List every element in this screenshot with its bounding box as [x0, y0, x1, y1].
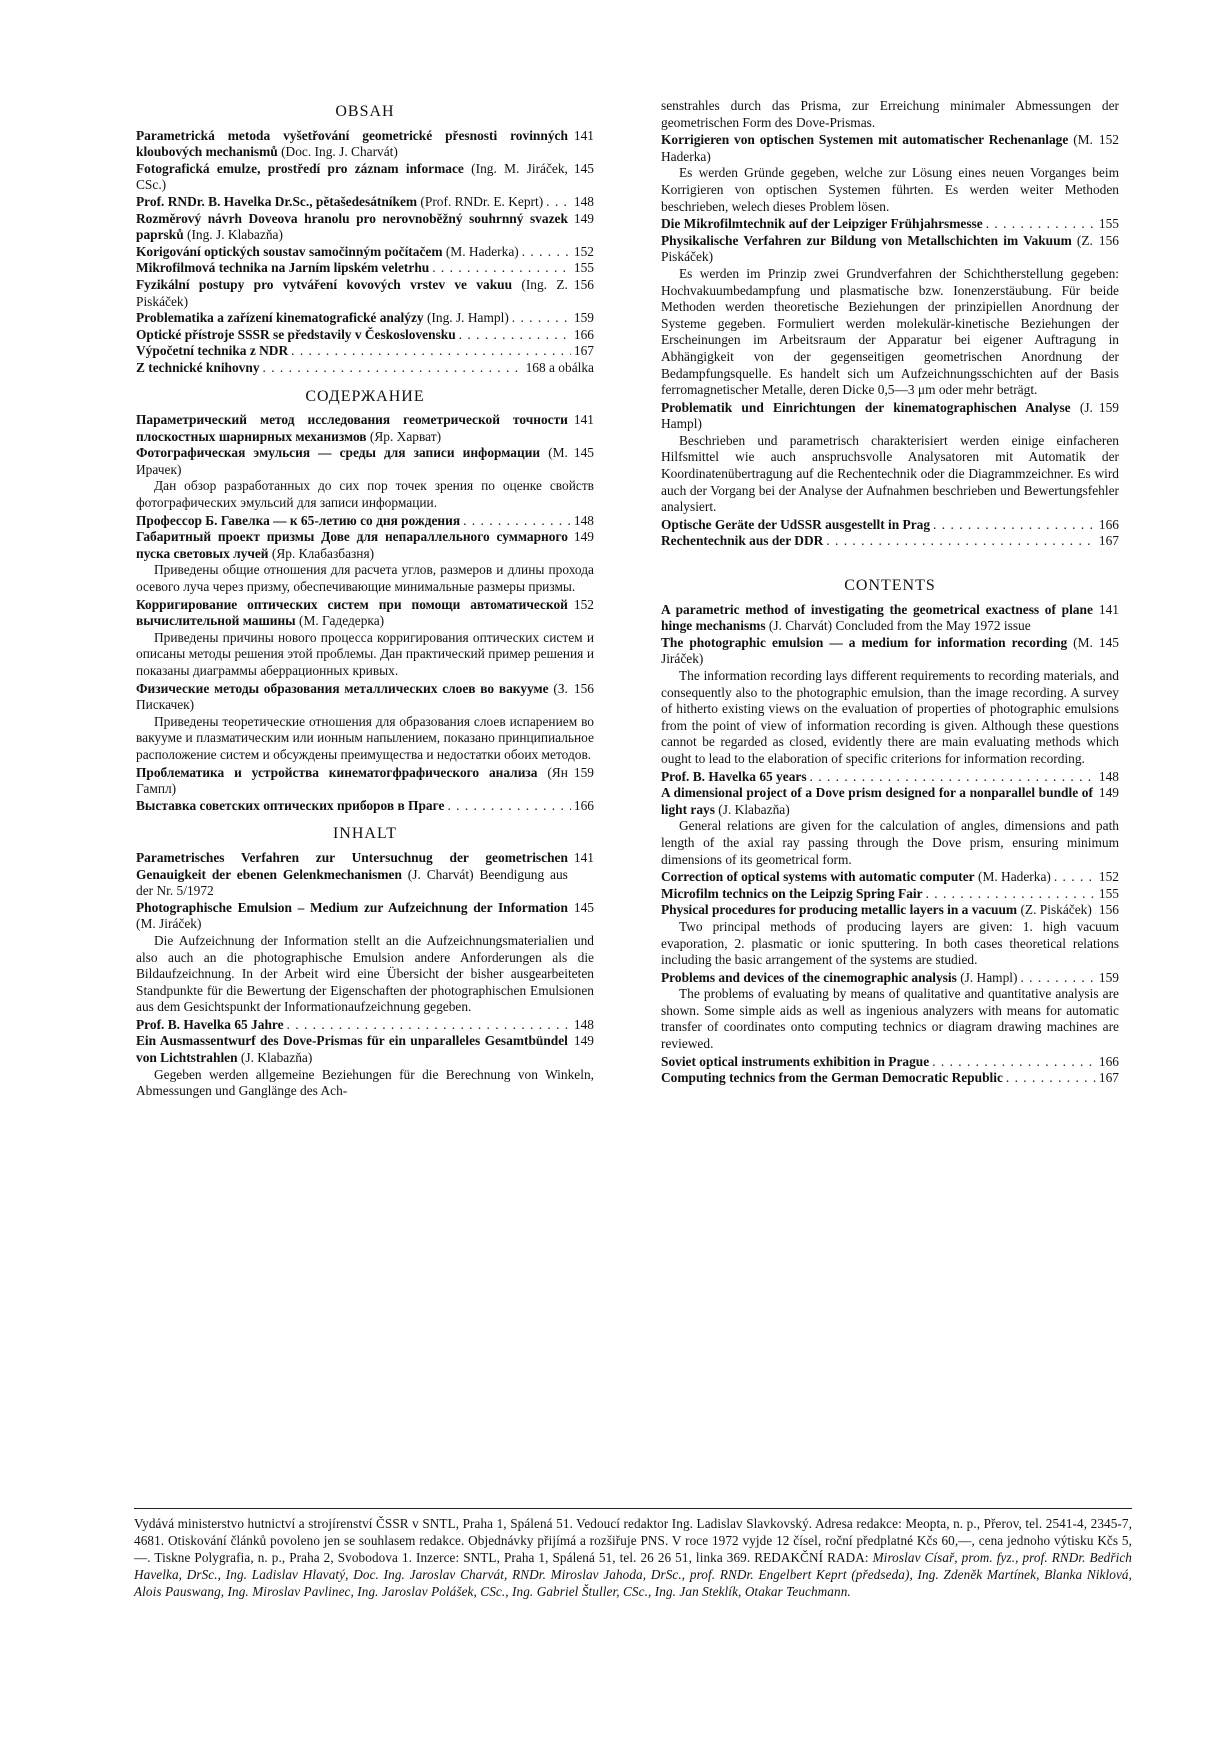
- toc-entry-page: 141: [573, 849, 594, 865]
- dot-leader: [291, 343, 571, 360]
- toc-entry-abstract: Gegeben werden allgemeine Beziehungen für die Berechnung von Winkeln, Abmessungen und Ganglänge des Ach-: [136, 1066, 594, 1099]
- toc-entry-author: (J. Hampl): [956, 969, 1018, 985]
- toc-entry-page: 148: [573, 1016, 594, 1032]
- toc-entry: [661, 902, 1119, 968]
- toc-entry-page: 167: [1098, 533, 1119, 549]
- toc-entry-page: 141: [573, 127, 594, 143]
- dot-leader: [447, 798, 570, 815]
- left-column: [136, 98, 594, 1101]
- toc-entry-author: (Doc. Ing. J. Charvát): [277, 144, 398, 160]
- toc-entry-abstract: The problems of evaluating by means of qualitative and quantitative analysis are shown. Some simple aids as well as ingenious analyzers with means for automatic transfer of coordinates onto computing technics or diagram drawing machines are reviewed.: [661, 986, 1119, 1052]
- toc-entry: [136, 310, 594, 327]
- toc-entry-title: Физические методы образования металлических слоев во вакууме: [136, 680, 549, 696]
- toc-entry: [661, 785, 1119, 868]
- dot-leader: [933, 517, 1096, 534]
- toc-entry-abstract: The information recording lays different requirements to recording materials, and consequently also to the photographic emulsion, than the image recording. A survey of hitherto existing views on the evaluation of properties of photographic emulsions from the point of view of information recording is given. Although these questions cannot be regarded as closed, evidently there are main evaluating methods which ought to lead to the elaboration of specific criterions for information recording.: [661, 668, 1119, 766]
- toc-entry-abstract: Two principal methods of producing layers are given: 1. high vacuum evaporation, 2. plasmatic or ionic sputtering. In both cases theoretical relations including the basic arrangement of the systems are studied.: [661, 918, 1119, 968]
- toc-entry-page: 152: [573, 243, 594, 259]
- toc-entry-page: 149: [573, 529, 594, 545]
- dot-leader: [1006, 1070, 1096, 1087]
- toc-entry-page: 152: [1098, 132, 1119, 148]
- toc-entry: [661, 1070, 1119, 1087]
- toc-entry-author: (J. Hampl): [661, 399, 1093, 432]
- toc-entry-title: Mikrofilmová technika na Jarním lipském veletrhu: [136, 260, 430, 276]
- toc-entry-author: (M. Haderka): [442, 243, 519, 259]
- toc-entry-author: (M. Haderka): [974, 869, 1051, 885]
- toc-entry: [661, 602, 1119, 635]
- toc-entry: [136, 211, 594, 244]
- toc-entry-title: Parametrická metoda vyšetřování geometrické přesnosti rovinných kloubových mechanismů: [136, 127, 568, 160]
- toc-entry: [661, 132, 1119, 215]
- toc-entry-page: 155: [1098, 885, 1119, 901]
- toc-entry-author: (J. Klabazňa): [714, 801, 790, 817]
- toc-entry: [136, 798, 594, 815]
- toc-entry-title: Parametrisches Verfahren zur Untersuchnug der geometrischen Genauigkeit der ebenen Gelenkmechanismen: [136, 849, 568, 882]
- toc-entry-page: 141: [1098, 601, 1119, 617]
- toc-entry-title: Korrigieren von optischen Systemen mit automatischer Rechenanlage: [661, 132, 1069, 148]
- toc-entry-title: Prof. RNDr. B. Havelka Dr.Sc., pětašedesátníkem: [136, 193, 418, 209]
- dot-leader: [546, 194, 571, 211]
- abstract-continuation: senstrahles durch das Prisma, zur Erreichung minimaler Abmessungen der geometrischen Form des Dove-Prismas.: [661, 98, 1119, 130]
- toc-entry: [136, 900, 594, 1016]
- toc-entry: [661, 517, 1119, 534]
- toc-entry: [136, 161, 594, 194]
- toc-entry: [661, 869, 1119, 886]
- section-heading-contents: CONTENTS: [844, 577, 936, 595]
- toc-entry-title: Z technické knihovny: [136, 359, 260, 375]
- right-column: [661, 98, 1119, 1087]
- toc-entry: [136, 529, 594, 595]
- toc-entry-title: Ein Ausmassentwurf des Dove-Prismas für ein unparalleles Gesamtbündel von Lichtstrahlen: [136, 1033, 568, 1066]
- dot-leader: [810, 769, 1096, 786]
- toc-entry-author: (З. Пискачек): [136, 680, 568, 713]
- toc-entry-title: Fyzikální postupy pro vytváření kovových vrstev ve vakuu: [136, 276, 513, 292]
- toc-entry-page: 159: [573, 764, 594, 780]
- toc-entry-page: 159: [1098, 969, 1119, 985]
- toc-entry: [661, 886, 1119, 903]
- toc-entry-title: The photographic emulsion — a medium for information recording: [661, 634, 1068, 650]
- toc-entry-page: 168 a obálka: [525, 359, 594, 375]
- toc-entry-title: Problematik und Einrichtungen der kinematographischen Analyse: [661, 399, 1071, 415]
- toc-entry: [136, 513, 594, 530]
- toc-entry-page: 156: [573, 680, 594, 696]
- toc-entry: [136, 260, 594, 277]
- toc-entry-author: (Ing. J. Klabazňa): [183, 227, 283, 243]
- toc-entry-abstract: Дан обзор разработанных до сих пор точек зрения по оценке свойств фотографических эмульсий для записи информации.: [136, 478, 594, 511]
- toc-entry-title: Optische Geräte der UdSSR ausgestellt in Prag: [661, 516, 931, 532]
- toc-entry: [136, 850, 594, 900]
- dot-leader: [522, 244, 571, 261]
- toc-entry-page: 149: [1098, 785, 1119, 801]
- dot-leader: [1054, 869, 1096, 886]
- toc-entry-title: Fotografická emulze, prostředí pro záznam informace: [136, 160, 464, 176]
- toc-entry-abstract: Es werden Gründe gegeben, welche zur Lösung eines neuen Vorganges beim Korrigieren von optischen Systemen führten. Es werden weiter Methoden beschrieben, welech dieses Problem lösen.: [661, 165, 1119, 214]
- toc-entry: [136, 327, 594, 344]
- toc-entry: [136, 360, 594, 377]
- toc-entry-title: Проблематика и устройства кинематогфрафического анализа: [136, 764, 538, 780]
- toc-entry: [136, 128, 594, 161]
- toc-list-inhalt: [136, 850, 594, 1100]
- toc-entry-author: (J. Charvát) Beendigung aus der Nr. 5/1972: [136, 866, 568, 899]
- toc-entry-title: Корригирование оптических систем при помощи автоматической вычислительной машины: [136, 596, 568, 629]
- toc-entry-page: 145: [573, 160, 594, 176]
- toc-entry-author: (Яр. Клабазбазня): [268, 545, 375, 561]
- toc-entry-title: Prof. B. Havelka 65 years: [661, 768, 807, 784]
- toc-entry-abstract: Приведены теоретические отношения для образования слоев испарением во вакууме и плазматическим или ионным напылением, показано принципиальное расположение систем и обсуждены преимущества и недостатки обоих методов.: [136, 713, 594, 762]
- toc-list-contents: [661, 602, 1119, 1087]
- toc-entry-page: 155: [573, 260, 594, 276]
- toc-entry-page: 145: [573, 445, 594, 461]
- toc-entry-title: Physikalische Verfahren zur Bildung von Metallschichten im Vakuum: [661, 232, 1072, 248]
- toc-entry-abstract: Die Aufzeichnung der Information stellt an die Aufzeichnungsmaterialien und also auch an die photographische Emulsion andere Anforderungen als die Bildaufzeichnung. In der Arbeit wird eine Übersicht der bisher ausgearbeiteten Standpunkte für die Bewertung der Eigenschaften der photographischen Emulsionen aus dem Gesichtspunkt der Informationaufzeichnung gegeben.: [136, 932, 594, 1015]
- section-heading-inhalt: INHALT: [332, 825, 398, 843]
- toc-entry-title: Optické přístroje SSSR se představily v Československu: [136, 326, 456, 342]
- toc-entry-author: (M. Haderka): [661, 132, 1093, 164]
- toc-entry-title: Rechentechnik aus der DDR: [661, 533, 824, 549]
- dot-leader: [263, 360, 523, 377]
- toc-entry-abstract: Es werden im Prinzip zwei Grundverfahren der Schichtherstellung gegeben: Hochvakuumbedampfung und plasmatische bzw. Ionenzerstäubung. Für beide Methoden werden theoretische Beziehungen der prinzipiellen Anordnung der Systeme gegeben. Formuliert werden molekulär-kinetische Beziehungen der Erscheinungen im Arbeitsraum der Apparatur bei eigener Auftragung in Abhängigkeit von der gegenseitigen geometrischen Anordnung der Bedampfungsquelle. Es handelt sich um Aufzeichnungsschichten auf der Basis ferromagnetischer Metalle, deren Dicke 0,5—3 μm oder mehr beträgt.: [661, 265, 1119, 398]
- toc-entry-page: 155: [1098, 216, 1119, 232]
- toc-entry-title: A parametric method of investigating the geometrical exactness of plane hinge mechanisms: [661, 601, 1093, 634]
- dot-leader: [287, 1017, 571, 1034]
- toc-entry-abstract: Приведены причины нового процесса корригирования оптических систем и описаны методы решения этой проблемы. Дан практический пример решения и показаны диаграммы аберрационных кривых.: [136, 629, 594, 678]
- toc-entry-author: (М. Ирачек): [136, 445, 568, 477]
- toc-entry-title: Physical procedures for producing metallic layers in a vacuum: [661, 902, 1018, 918]
- toc-entry-title: Prof. B. Havelka 65 Jahre: [136, 1016, 284, 1032]
- toc-entry-title: Soviet optical instruments exhibition in Prague: [661, 1053, 930, 1069]
- toc-entry-author: (М. Гадедерка): [295, 613, 385, 629]
- dot-leader: [432, 260, 571, 277]
- toc-entry-page: 166: [573, 797, 594, 813]
- toc-entry: [661, 635, 1119, 768]
- toc-entry: [136, 1033, 594, 1099]
- toc-entry: [661, 533, 1119, 550]
- toc-list-obsah: [136, 128, 594, 377]
- toc-entry: [661, 216, 1119, 233]
- editorial-board-members: Miroslav Císař, prom. fyz., prof. RNDr. Bedřich Havelka, DrSc., Ing. Ladislav Hlavatý, Doc. Ing. Jaroslav Charvát, RNDr. Miroslav Jahoda, DrSc., prof. RNDr. Engelbert Keprt (předseda), Ing. Zdeněk Martínek, Blanka Niklová, Alois Pauswang, Ing. Miroslav Pavlinec, Ing. Jaroslav Polášek, CSc., Ing. Gabriel Štuller, CSc., Ing. Jan Steklík, Otakar Teuchmann.: [134, 1550, 1132, 1599]
- imprint-footer: [134, 1508, 1132, 1600]
- toc-entry-title: Microfilm technics on the Leipzig Spring Fair: [661, 885, 923, 901]
- toc-entry: [661, 970, 1119, 1053]
- toc-entry-title: Die Mikrofilmtechnik auf der Leipziger Frühjahrsmesse: [661, 216, 983, 232]
- toc-entry: [136, 343, 594, 360]
- toc-entry-page: 156: [1098, 232, 1119, 248]
- toc-entry-page: 156: [1098, 902, 1119, 918]
- dot-leader: [463, 513, 571, 530]
- toc-entry-title: Computing technics from the German Democratic Republic: [661, 1070, 1003, 1086]
- toc-entry-page: 148: [1098, 768, 1119, 784]
- toc-entry-author: (Ян Гампл): [136, 764, 568, 797]
- toc-entry-title: Correction of optical systems with automatic computer: [661, 869, 975, 885]
- toc-entry: [661, 769, 1119, 786]
- dot-leader: [459, 327, 571, 344]
- toc-entry-page: 156: [573, 276, 594, 292]
- toc-entry-title: Problems and devices of the cinemographic analysis: [661, 969, 957, 985]
- toc-entry-page: 167: [573, 343, 594, 359]
- toc-entry: [136, 445, 594, 511]
- toc-entry-page: 166: [1098, 1053, 1119, 1069]
- section-heading-soderzhanie: СОДЕРЖАНИЕ: [305, 387, 425, 405]
- toc-entry-title: Фотографическая эмульсия — среды для записи информации: [136, 445, 541, 461]
- toc-entry-author: (Яр. Харват): [366, 428, 442, 444]
- dot-leader: [1020, 970, 1095, 987]
- toc-entry-author: (J. Klabazňa): [237, 1050, 313, 1066]
- toc-entry-title: Габаритный проект призмы Дове для непараллельного суммарного пуска световых лучей: [136, 529, 568, 561]
- toc-entry-page: 149: [573, 210, 594, 226]
- toc-entry: [136, 412, 594, 445]
- toc-entry-author: (Ing. Z. Piskáček): [136, 276, 568, 309]
- toc-list-soderzhanie: [136, 412, 594, 814]
- dot-leader: [986, 216, 1096, 233]
- toc-entry-author: (Ing. M. Jiráček, CSc.): [136, 160, 568, 193]
- editorial-board-label: REDAKČNÍ RADA:: [754, 1550, 873, 1565]
- dot-leader: [826, 533, 1096, 550]
- toc-entry-page: 145: [1098, 634, 1119, 650]
- toc-entry-page: 141: [573, 412, 594, 428]
- toc-entry-title: Rozměrový návrh Doveova hranolu pro nerovnoběžný souhrnný svazek paprsků: [136, 210, 568, 243]
- toc-entry-page: 159: [573, 310, 594, 326]
- toc-entry: [661, 400, 1119, 516]
- toc-entry-author: (J. Charvát) Concluded from the May 1972 issue: [765, 618, 1031, 634]
- toc-entry: [136, 597, 594, 680]
- dot-leader: [512, 310, 571, 327]
- toc-entry: [136, 244, 594, 261]
- toc-entry-page: 149: [573, 1033, 594, 1049]
- toc-entry: [136, 765, 594, 798]
- toc-entry-title: Выставка советских оптических приборов в Праге: [136, 797, 445, 813]
- imprint-text: Vydává ministerstvo hutnictví a strojírenství ČSSR v SNTL, Praha 1, Spálená 51. Vedoucí redaktor Ing. Ladislav Slavkovský. Adresa redakce: Meopta, n. p., Přerov, tel. 2541-4, 2345-7, 4681. Otiskování článků povoleno jen se souhlasem redakce. Objednávky přijímá a rozšiřuje PNS. V roce 1972 vyjde 12 čísel, roční předplatné Kčs 60,—, cena jednoho výtisku Kčs 5,—. Tiskne Polygrafia, n. p., Praha 2, Svobodova 1. Inzerce: SNTL, Praha 1, Spálená 51, tel. 26 26 51, linka 369.: [134, 1516, 1132, 1565]
- dot-leader: [1095, 902, 1096, 919]
- toc-entry-title: A dimensional project of a Dove prism designed for a nonparallel bundle of light rays: [661, 785, 1093, 817]
- toc-entry: [136, 681, 594, 764]
- toc-entry-abstract: Приведены общие отношения для расчета углов, размеров и длины прохода осевого луча через призму, обеспечивающие минимальные размеры призмы.: [136, 562, 594, 595]
- toc-entry-page: 166: [573, 326, 594, 342]
- dot-leader: [932, 1054, 1096, 1071]
- toc-entry-author: (M. Jiráček): [136, 916, 202, 932]
- toc-entry-page: 148: [573, 512, 594, 528]
- toc-entry-page: 159: [1098, 399, 1119, 415]
- toc-entry-title: Korigování optických soustav samočinným počítačem: [136, 243, 443, 259]
- dot-leader: [926, 886, 1096, 903]
- toc-entry-title: Photographische Emulsion – Medium zur Aufzeichnung der Information: [136, 899, 568, 915]
- toc-entry-abstract: General relations are given for the calculation of angles, dimensions and path length of the axial ray passing through the Dove prism, ensuring minimum dimensions of its geometrical form.: [661, 818, 1119, 867]
- toc-entry-title: Problematika a zařízení kinematografické analýzy: [136, 310, 424, 326]
- toc-entry: [661, 1054, 1119, 1071]
- toc-entry-page: 145: [573, 899, 594, 915]
- toc-entry-title: Параметрический метод исследования геометрической точности плоскостных шарнирных механизмов: [136, 412, 568, 444]
- toc-entry-page: 148: [573, 193, 594, 209]
- toc-entry-title: Výpočetní technika z NDR: [136, 343, 289, 359]
- toc-entry-author: (Z. Piskáček): [661, 232, 1093, 265]
- toc-entry: [136, 277, 594, 310]
- toc-entry: [136, 1017, 594, 1034]
- section-heading-obsah: OBSAH: [335, 103, 395, 120]
- toc-entry-title: Профессор Б. Гавелка — к 65-летию со дня рождения: [136, 512, 461, 528]
- toc-list-inhalt-continued: [661, 132, 1119, 550]
- toc-entry: [136, 194, 594, 211]
- toc-entry: [661, 233, 1119, 399]
- toc-entry-author: (M. Jiráček): [661, 634, 1093, 667]
- toc-entry-page: 152: [573, 596, 594, 612]
- toc-entry-author: (Ing. J. Hampl): [423, 310, 509, 326]
- toc-entry-abstract: Beschrieben und parametrisch charakterisiert werden einige einfacheren Hilfsmittel wie auch anspruchsvolle Analysatoren mit Automatik der Koordinatenübertragung auf die Rechentechnik oder die Diagrammzeichner. Es wird auch der Vorgang bei der Analyse der Aufnahmen beschrieben und Bewertungsfehler analysiert.: [661, 432, 1119, 515]
- toc-entry-author: (Z. Piskáček): [1017, 902, 1092, 918]
- toc-entry-page: 166: [1098, 516, 1119, 532]
- toc-entry-page: 167: [1098, 1070, 1119, 1086]
- toc-entry-page: 152: [1098, 869, 1119, 885]
- toc-entry-author: (Prof. RNDr. E. Keprt): [417, 193, 544, 209]
